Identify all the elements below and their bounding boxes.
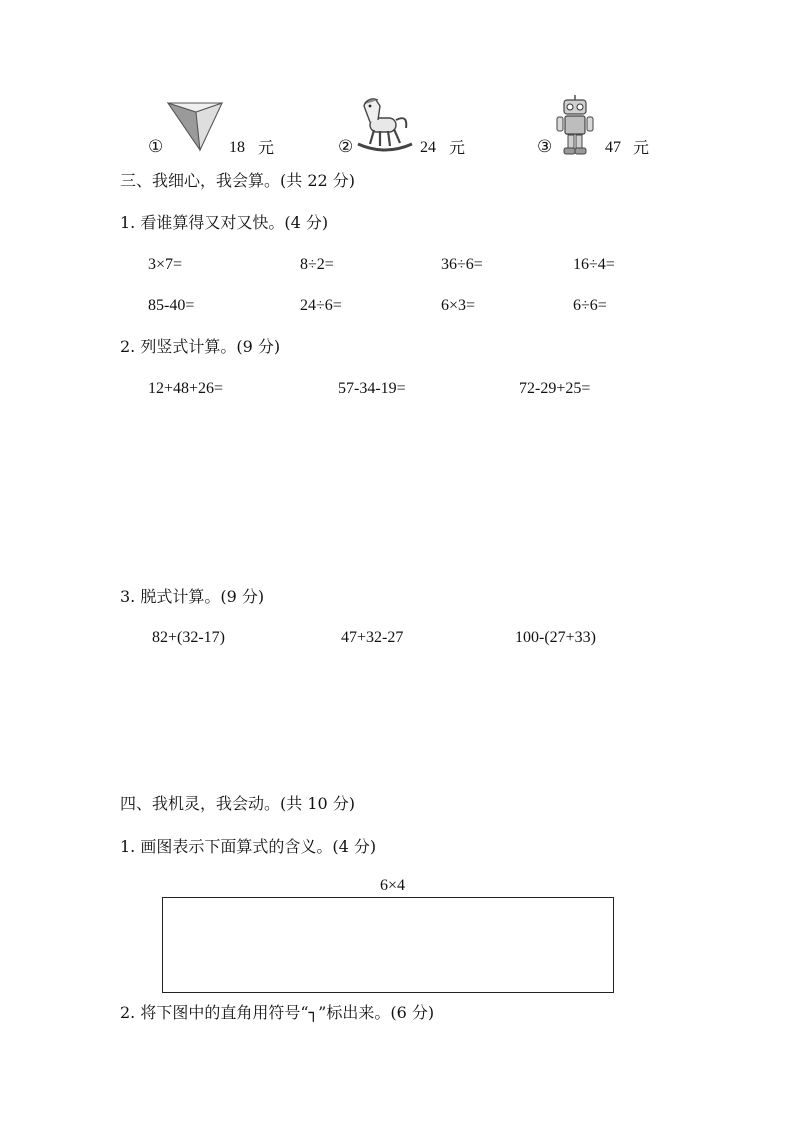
toy-2-number: ②: [338, 137, 354, 157]
toy-1-number: ①: [148, 137, 164, 157]
toy-1-price: 18: [229, 139, 245, 156]
toy-1-unit: 元: [258, 138, 275, 157]
q3-2-item-3: 72-29+25=: [519, 380, 591, 397]
q3-1-label: 1. 看谁算得又对又快。(4 分): [120, 213, 329, 232]
q3-1-row1-item-2: 8÷2=: [300, 256, 334, 273]
section-4-title: 四、我机灵，我会动。(共 10 分): [120, 794, 356, 813]
toy-3-price: 47: [605, 139, 621, 156]
q3-1-row2-item-4: 6÷6=: [573, 297, 607, 314]
q3-1-row2-item-3: 6×3=: [441, 297, 476, 314]
q3-3-item-2: 47+32-27: [341, 629, 404, 646]
q3-1-row1-item-4: 16÷4=: [573, 256, 615, 273]
q3-1-row2-item-2: 24÷6=: [300, 297, 342, 314]
toy-3-unit: 元: [633, 138, 650, 157]
q3-3-item-1: 82+(32-17): [152, 629, 226, 646]
q3-3-label: 3. 脱式计算。(9 分): [120, 587, 265, 606]
q3-1-row1-item-1: 3×7=: [148, 256, 183, 273]
q4-1-expression: 6×4: [380, 877, 406, 894]
robot-icon: [556, 94, 594, 156]
q4-1-label: 1. 画图表示下面算式的含义。(4 分): [120, 837, 377, 856]
q3-2-item-2: 57-34-19=: [338, 380, 406, 397]
section-3-title: 三、我细心，我会算。(共 22 分): [120, 171, 356, 190]
q3-2-item-1: 12+48+26=: [148, 380, 224, 397]
q4-2-label: 2. 将下图中的直角用符号“┐”标出来。(6 分): [120, 1003, 435, 1022]
pyramid-icon: [166, 100, 224, 152]
toy-2-price: 24: [420, 139, 436, 156]
q3-1-row1-item-3: 36÷6=: [441, 256, 483, 273]
toy-2-unit: 元: [449, 138, 466, 157]
toy-3-number: ③: [537, 137, 553, 157]
drawing-answer-box[interactable]: [162, 897, 614, 993]
q3-1-row2-item-1: 85-40=: [148, 297, 195, 314]
q3-2-label: 2. 列竖式计算。(9 分): [120, 337, 281, 356]
q3-3-item-3: 100-(27+33): [515, 629, 597, 646]
rocking-horse-icon: [356, 94, 414, 154]
